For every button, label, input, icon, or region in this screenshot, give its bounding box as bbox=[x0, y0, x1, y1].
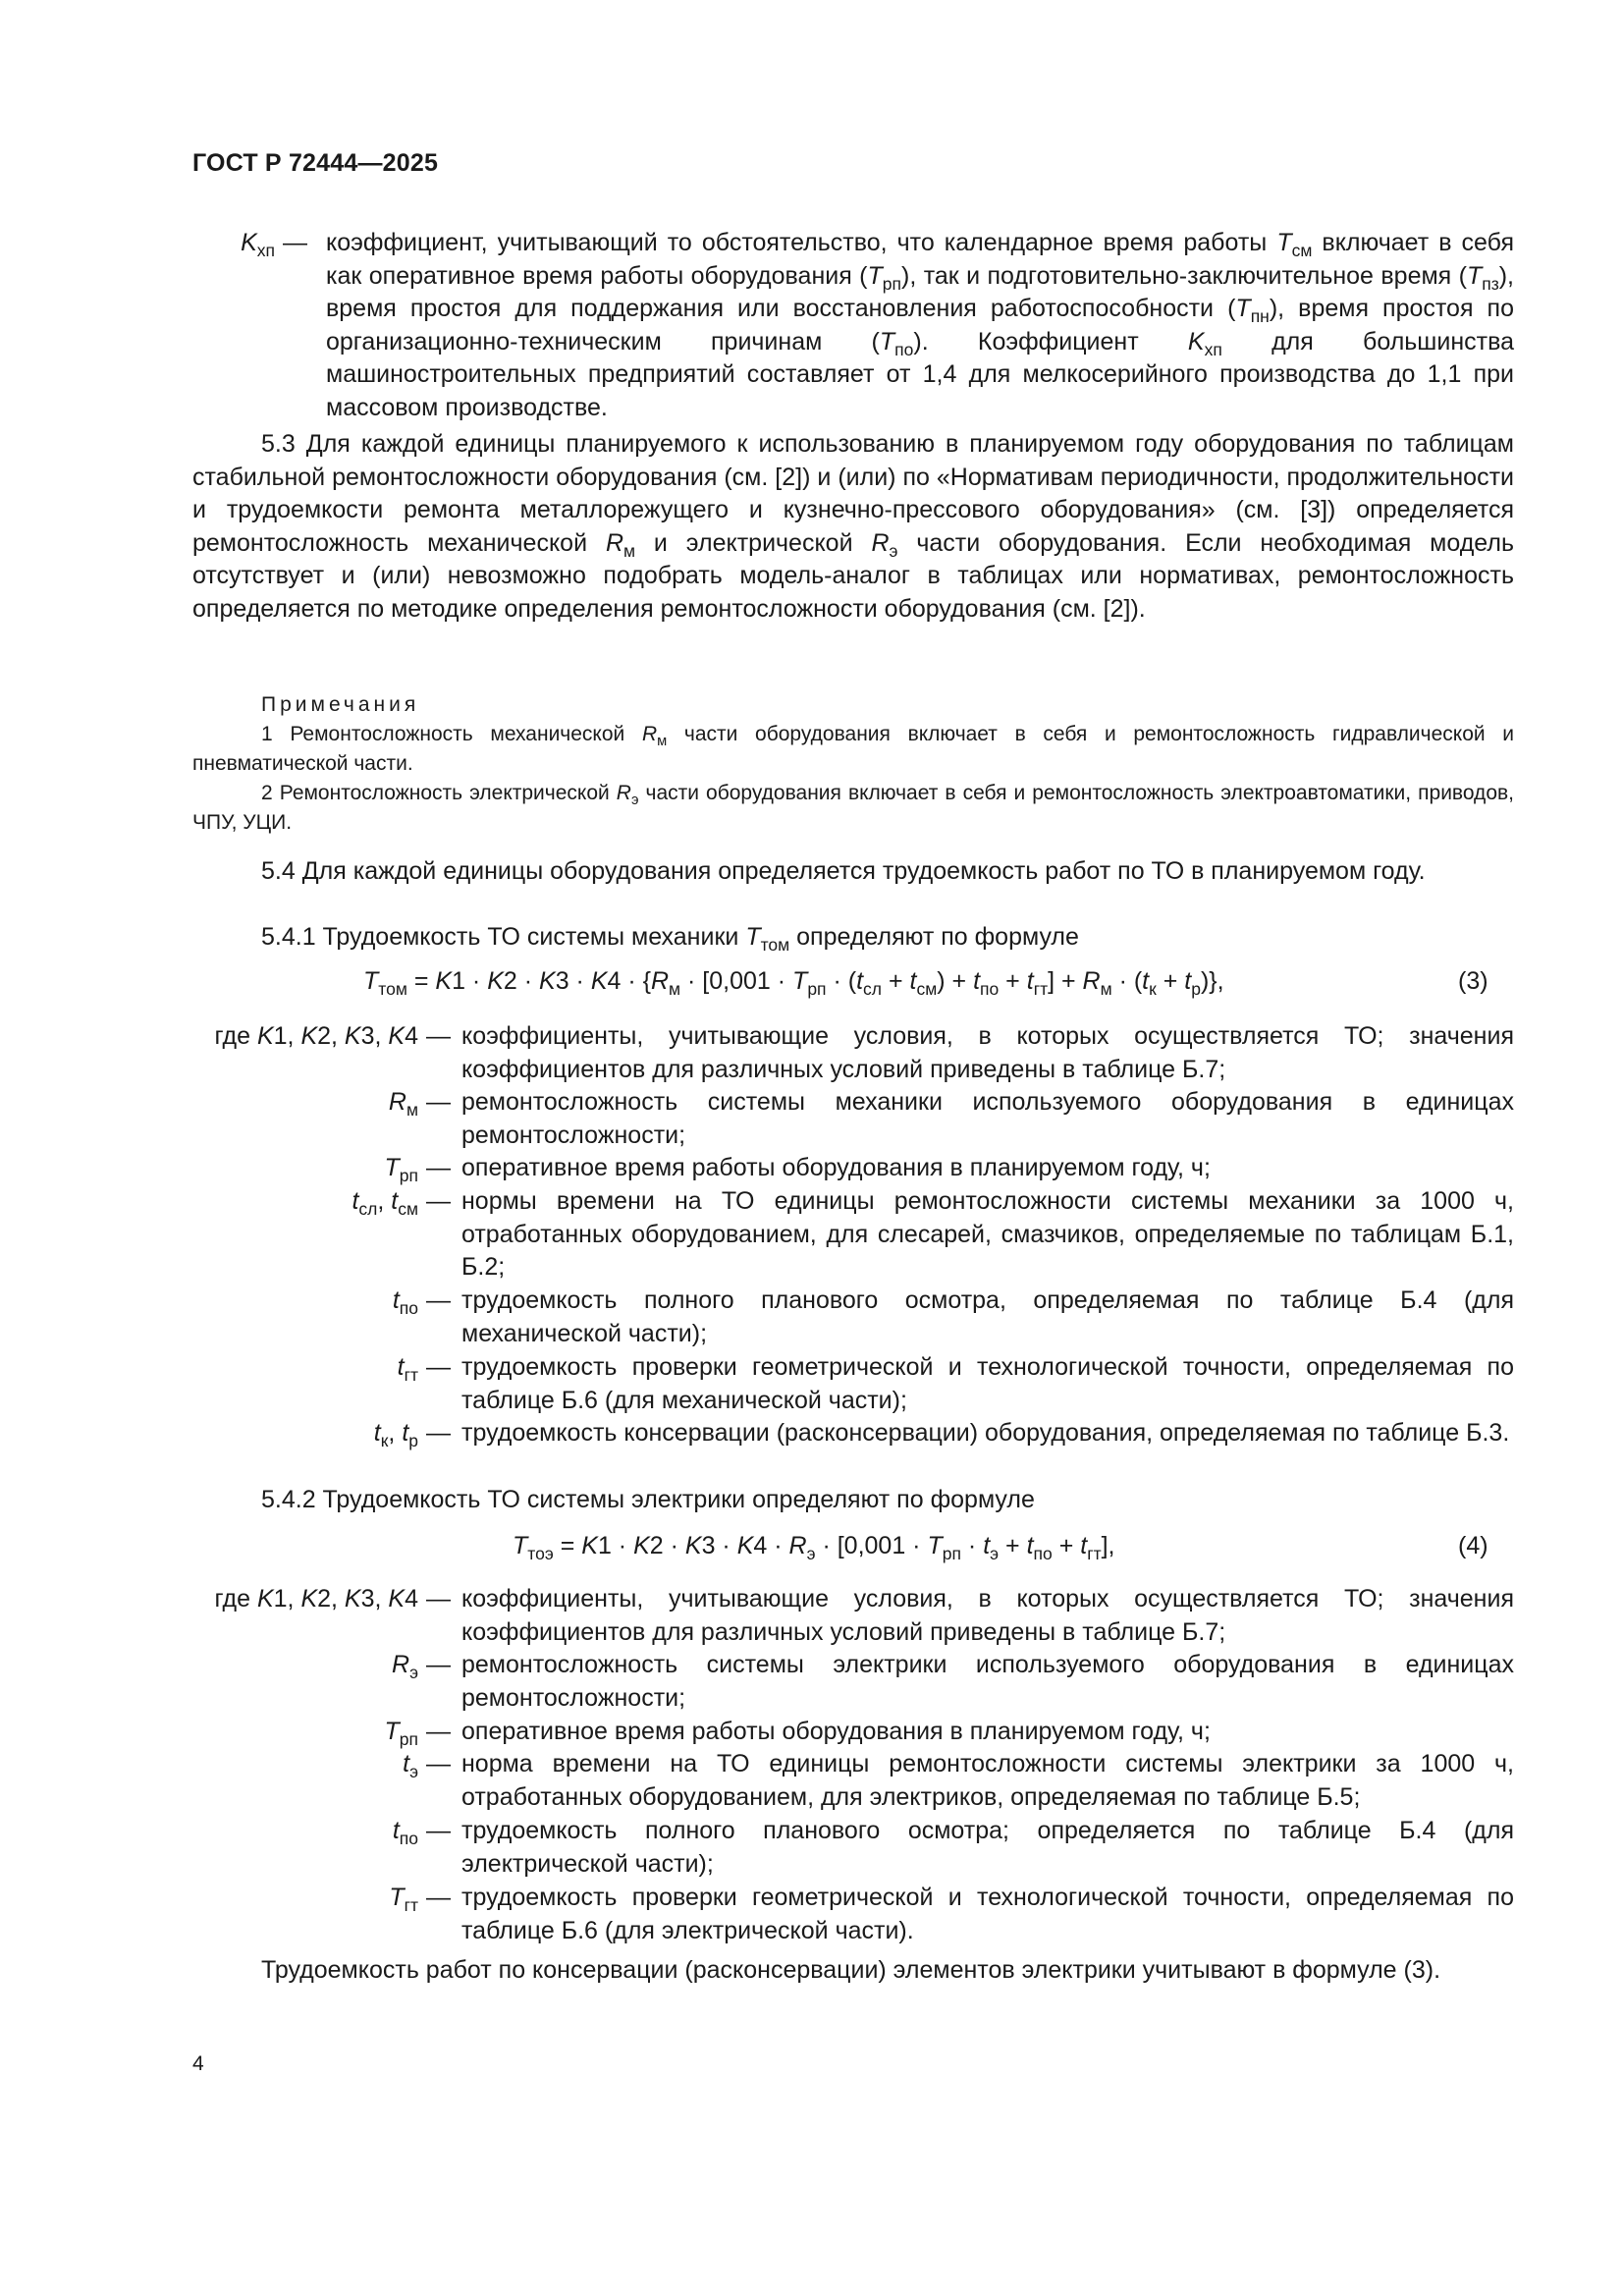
where-term: $t_{по}$ bbox=[392, 1286, 418, 1319]
where-text: ремонтосложность системы электрики используемого оборудования в единицах ремонтосложности; bbox=[461, 1651, 1514, 1712]
where-term: где K1, K2, K3, K4 bbox=[214, 1022, 418, 1050]
standard-header: ГОСТ Р 72444—2025 bbox=[192, 149, 439, 177]
where-text: нормы времени на ТО единицы ремонтосложности системы механики за 1000 ч, отработанных оборудованием, для слесарей, смазчиков, определяемые по таблицам Б.1, Б.2; bbox=[461, 1187, 1514, 1281]
where-item bbox=[192, 1351, 1514, 1416]
where-term: $t_к$, $t_р$ bbox=[373, 1419, 418, 1451]
where-term: $R_м$ bbox=[388, 1088, 418, 1121]
where-text: трудоемкость полного планового осмотра; определяется по таблице Б.4 (для электрической части); bbox=[461, 1817, 1514, 1878]
where-dash: — bbox=[426, 1718, 451, 1745]
note-1: 1 Ремонтосложность механической $R_м$ части оборудования включает в себя и ремонтосложность гидравлической и пневматической части. bbox=[192, 723, 1514, 775]
section-5-4: 5.4 Для каждой единицы оборудования определяется трудоемкость работ по ТО в планируемом году. bbox=[261, 857, 1426, 885]
where-dash: — bbox=[426, 1419, 451, 1447]
where-dash: — bbox=[426, 1088, 451, 1116]
where-term: $T_{гт}$ bbox=[389, 1884, 418, 1916]
where-dash: — bbox=[426, 1286, 451, 1314]
khp-text: коэффициент, учитывающий то обстоятельство, что календарное время работы $T_{см}$ включает в себя как оперативное время работы оборудования $(T_{рп})$, так и подготовительно-заключительное время $(T_{пз})$, время простоя для поддержания или восстановления работоспособности $(T_{пн})$, время простоя по организационно-техническим причинам $(T_{по})$. Коэффициент $K_{хп}$ для большинства машиностроительных предприятий составляет от 1,4 для мелкосерийного производства до 1,1 при массовом производстве. bbox=[326, 229, 1515, 421]
where-dash: — bbox=[426, 1187, 451, 1215]
where-text: трудоемкость проверки геометрической и технологической точности, определяемая по таблице Б.6 (для электрической части). bbox=[461, 1884, 1514, 1944]
page-number: 4 bbox=[192, 2052, 204, 2075]
khp-term: $K_{хп}$ bbox=[241, 229, 275, 261]
section-5-4-1: 5.4.1 Трудоемкость ТО системы механики $T_{том}$ определяют по формуле bbox=[261, 923, 1079, 956]
where-text: трудоемкость полного планового осмотра, определяемая по таблице Б.4 (для механической части); bbox=[461, 1286, 1514, 1347]
where-text: норма времени на ТО единицы ремонтосложности системы электрики за 1000 ч, отработанных оборудованием, для электриков, определяемая по таблице Б.5; bbox=[461, 1750, 1514, 1811]
closing-paragraph: Трудоемкость работ по консервации (расконсервации) элементов электрики учитывают в формуле (3). bbox=[261, 1956, 1441, 1984]
where-text: коэффициенты, учитывающие условия, в которых осуществляется ТО; значения коэффициентов для различных условий приведены в таблице Б.7; bbox=[461, 1022, 1514, 1083]
where-term: где K1, K2, K3, K4 bbox=[214, 1585, 418, 1613]
where-term: $t_{по}$ bbox=[392, 1817, 418, 1849]
where-term: $T_{рп}$ bbox=[384, 1718, 418, 1750]
notes-heading: Примечания bbox=[261, 693, 420, 716]
where-item bbox=[192, 1583, 1514, 1648]
where-text: оперативное время работы оборудования в планируемом году, ч; bbox=[461, 1718, 1211, 1745]
where-dash: — bbox=[426, 1154, 451, 1181]
where-text: трудоемкость консервации (расконсервации) оборудования, определяемая по таблице Б.3. bbox=[461, 1419, 1510, 1447]
formula-4-number: (4) bbox=[1458, 1532, 1488, 1559]
formula-4: $T_{тоэ} = K1 \cdot K2 \cdot K3 \cdot K4 \cdot R_э \cdot [0,001 \cdot T_{рп} \cdot t_э + t_{по} + t_{гт}]$, bbox=[513, 1532, 1115, 1564]
where-item bbox=[192, 1086, 1514, 1151]
where-dash: — bbox=[426, 1353, 451, 1381]
where-term: $t_э$ bbox=[403, 1750, 418, 1782]
where-item bbox=[192, 1716, 1514, 1749]
where-dash: — bbox=[426, 1022, 451, 1050]
where-text: оперативное время работы оборудования в планируемом году, ч; bbox=[461, 1154, 1211, 1181]
where-dash: — bbox=[426, 1817, 451, 1844]
where-term: $R_э$ bbox=[392, 1651, 418, 1683]
where-text: трудоемкость проверки геометрической и технологической точности, определяемая по таблице Б.6 (для механической части); bbox=[461, 1353, 1514, 1414]
section-5-3: 5.3 Для каждой единицы планируемого к использованию в планируемом году оборудования по таблицам стабильной ремонтосложности оборудования (см. [2]) и (или) по «Нормативам периодичности, продолжительности и трудоемкости ремонта металлорежущего и кузнечно-прессового оборудования» (см. [3]) определяется ремонтосложность механической $R_м$ и электрической $R_э$ части оборудования. Если необходимая модель отсутствует и (или) невозможно подобрать модель-аналог в таблицах или нормативах, ремонтосложность определяется по методике определения ремонтосложности оборудования (см. [2]). bbox=[192, 430, 1514, 623]
where-item bbox=[192, 1882, 1514, 1946]
where-dash: — bbox=[426, 1585, 451, 1613]
where-text: коэффициенты, учитывающие условия, в которых осуществляется ТО; значения коэффициентов для различных условий приведены в таблице Б.7; bbox=[461, 1585, 1514, 1646]
where-item bbox=[192, 1417, 1514, 1482]
section-5-4-2: 5.4.2 Трудоемкость ТО системы электрики определяют по формуле bbox=[261, 1486, 1035, 1513]
where-term: $T_{рп}$ bbox=[384, 1154, 418, 1186]
where-dash: — bbox=[426, 1884, 451, 1911]
where-dash: — bbox=[426, 1651, 451, 1678]
where-term: $t_{сл}$, $t_{см}$ bbox=[352, 1187, 418, 1220]
formula-3: $T_{том} = K1 \cdot K2 \cdot K3 \cdot K4 \cdot \{R_м \cdot [0,001 \cdot T_{рп} \cdot (t_{сл} + t_{см}) + t_{по} + t_{гт}] + R_м \cdot (t_к + t_р)\}$, bbox=[363, 967, 1224, 1000]
where-item bbox=[192, 1285, 1514, 1349]
where-item bbox=[192, 1649, 1514, 1714]
formula-3-number: (3) bbox=[1458, 967, 1488, 995]
where-term: $t_{гт}$ bbox=[397, 1353, 418, 1386]
note-2: 2 Ремонтосложность электрической $R_э$ части оборудования включает в себя и ремонтосложность электроавтоматики, приводов, ЧПУ, УЦИ. bbox=[192, 782, 1514, 834]
where-item bbox=[192, 1748, 1514, 1813]
where-item bbox=[192, 1020, 1514, 1085]
khp-definition bbox=[192, 227, 1514, 423]
where-item bbox=[192, 1152, 1514, 1185]
where-item bbox=[192, 1185, 1514, 1284]
where-item bbox=[192, 1815, 1514, 1880]
where-dash: — bbox=[426, 1750, 451, 1777]
where-text: ремонтосложность системы механики используемого оборудования в единицах ремонтосложности; bbox=[461, 1088, 1514, 1149]
khp-dash: — bbox=[283, 229, 307, 256]
